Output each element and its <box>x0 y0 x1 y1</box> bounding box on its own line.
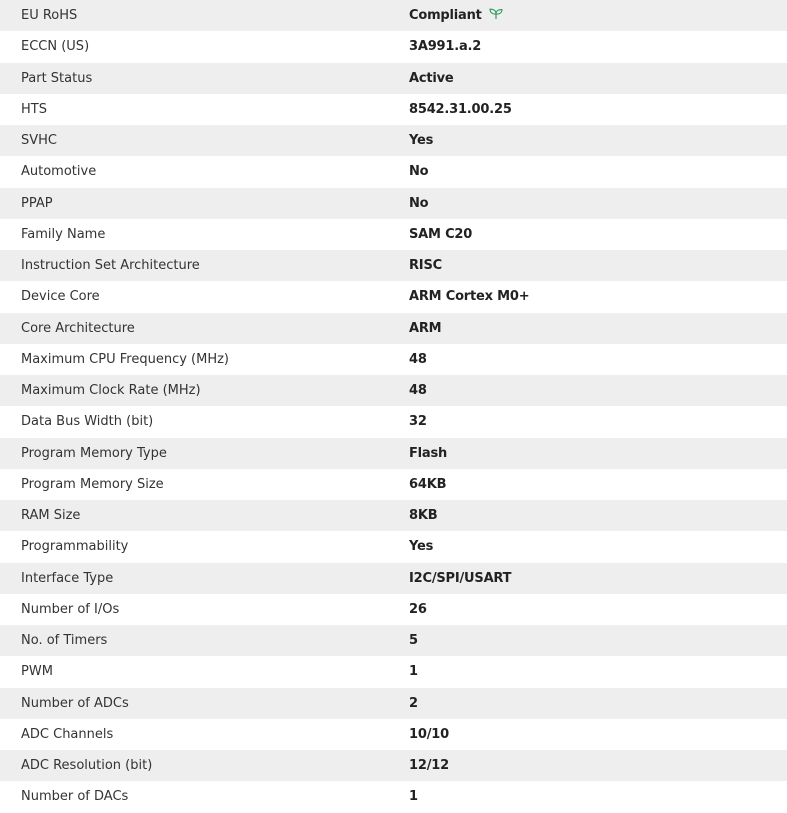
table-row <box>0 594 787 625</box>
spec-label: Maximum CPU Frequency (MHz) <box>21 351 229 367</box>
spec-label: SVHC <box>21 133 57 149</box>
spec-value: 48 <box>409 351 427 367</box>
leaf-icon <box>489 8 503 20</box>
spec-value: 3A991.a.2 <box>409 39 482 55</box>
spec-label: Device Core <box>21 289 100 305</box>
spec-value: No <box>409 195 429 211</box>
table-row <box>0 531 787 562</box>
table-row <box>0 500 787 531</box>
table-row <box>0 750 787 781</box>
spec-label: RAM Size <box>21 508 81 524</box>
spec-value: 1 <box>409 789 418 805</box>
spec-value: RISC <box>409 258 442 274</box>
spec-label: Automotive <box>21 164 97 180</box>
table-row <box>0 0 787 31</box>
table-row <box>0 250 787 281</box>
spec-value: No <box>409 164 429 180</box>
table-row <box>0 438 787 469</box>
spec-value-text: Compliant <box>409 8 482 24</box>
spec-label: Program Memory Type <box>21 445 167 461</box>
spec-value: 5 <box>409 633 418 649</box>
spec-value: 64KB <box>409 476 447 492</box>
spec-value: ARM Cortex M0+ <box>409 289 530 305</box>
spec-label: Interface Type <box>21 570 114 586</box>
spec-label: Programmability <box>21 539 129 555</box>
spec-label: PWM <box>21 664 53 680</box>
table-row <box>0 344 787 375</box>
spec-label: Core Architecture <box>21 320 135 336</box>
spec-value: I2C/SPI/USART <box>409 570 512 586</box>
spec-label: Data Bus Width (bit) <box>21 414 154 430</box>
spec-label: Part Status <box>21 70 93 86</box>
table-row <box>0 125 787 156</box>
spec-label: HTS <box>21 101 47 117</box>
spec-label: Number of I/Os <box>21 601 120 617</box>
spec-label: ADC Resolution (bit) <box>21 758 153 774</box>
spec-label: Instruction Set Architecture <box>21 258 200 274</box>
table-row <box>0 469 787 500</box>
spec-value: SAM C20 <box>409 226 473 242</box>
table-row <box>0 656 787 687</box>
spec-label: ECCN (US) <box>21 39 90 55</box>
table-row <box>0 781 787 812</box>
table-row <box>0 719 787 750</box>
spec-value: 12/12 <box>409 758 449 774</box>
spec-value: 8542.31.00.25 <box>409 101 512 117</box>
table-row <box>0 31 787 62</box>
table-row <box>0 375 787 406</box>
spec-value: Yes <box>409 133 434 149</box>
spec-value: 1 <box>409 664 418 680</box>
spec-value: 26 <box>409 601 427 617</box>
spec-value: 48 <box>409 383 427 399</box>
spec-label: EU RoHS <box>21 8 78 24</box>
spec-label: Program Memory Size <box>21 476 164 492</box>
table-row <box>0 313 787 344</box>
table-row <box>0 94 787 125</box>
table-row <box>0 281 787 312</box>
spec-value: 10/10 <box>409 726 449 742</box>
spec-value: ARM <box>409 320 442 336</box>
spec-label: ADC Channels <box>21 726 114 742</box>
table-row <box>0 625 787 656</box>
table-row <box>0 563 787 594</box>
spec-label: PPAP <box>21 195 53 211</box>
spec-value: 32 <box>409 414 427 430</box>
table-row <box>0 219 787 250</box>
spec-label: Number of ADCs <box>21 695 129 711</box>
spec-value: Yes <box>409 539 434 555</box>
spec-label: No. of Timers <box>21 633 108 649</box>
table-row <box>0 156 787 187</box>
spec-value: 2 <box>409 695 418 711</box>
spec-label: Number of DACs <box>21 789 129 805</box>
table-row <box>0 63 787 94</box>
spec-value <box>409 0 787 31</box>
spec-value: 8KB <box>409 508 438 524</box>
spec-value: Active <box>409 70 454 86</box>
spec-label: Maximum Clock Rate (MHz) <box>21 383 201 399</box>
spec-value: Flash <box>409 445 448 461</box>
table-row <box>0 188 787 219</box>
table-row <box>0 688 787 719</box>
table-row <box>0 406 787 437</box>
spec-label: Family Name <box>21 226 106 242</box>
